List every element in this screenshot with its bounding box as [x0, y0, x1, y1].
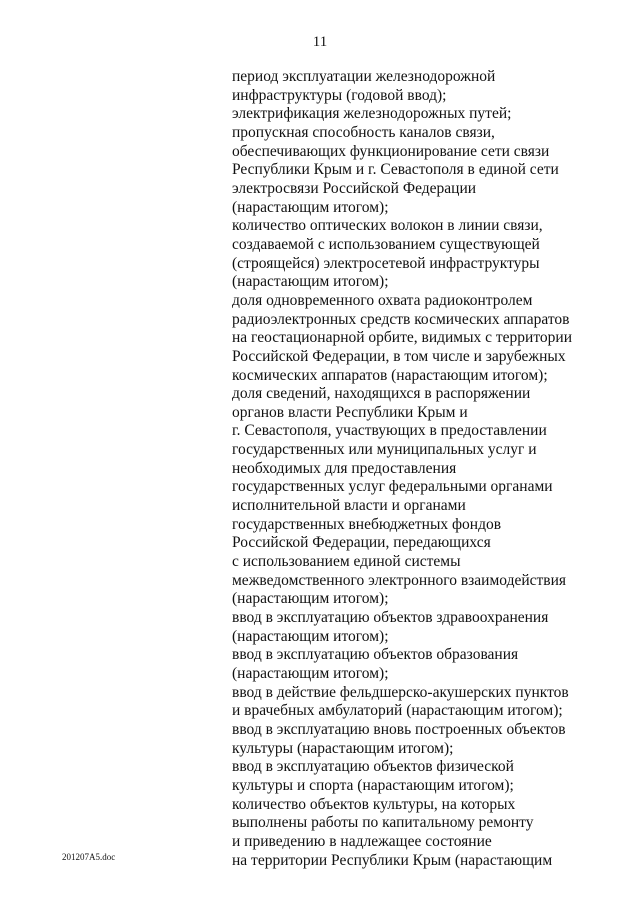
text-line: г. Севастополя, участвующих в предоставлении [232, 422, 547, 440]
text-line: государственных услуг федеральными органами [232, 478, 553, 496]
text-line: (нарастающим итогом); [232, 198, 389, 216]
text-line: ввод в эксплуатацию объектов физической [232, 758, 514, 776]
text-line: выполнены работы по капитальному ремонту [232, 814, 534, 832]
text-line: органов власти Республики Крым и [232, 403, 468, 421]
text-line: и врачебных амбулаторий (нарастающим итогом); [232, 702, 563, 720]
text-line: (строящейся) электросетевой инфраструктуры [232, 254, 540, 272]
text-line: ввод в эксплуатацию объектов здравоохранения [232, 609, 549, 627]
text-line: Российской Федерации, передающихся [232, 534, 491, 552]
footer-filename: 201207A5.doc [62, 852, 116, 862]
text-line: космических аппаратов (нарастающим итогом); [232, 366, 548, 384]
text-line: обеспечивающих функционирование сети связи [232, 142, 550, 160]
text-line: с использованием единой системы [232, 553, 461, 571]
text-line: на геостационарной орбите, видимых с территории [232, 329, 573, 347]
text-line: Республики Крым и г. Севастополя в единой сети [232, 161, 559, 179]
text-line: (нарастающим итогом); [232, 627, 389, 645]
text-line: количество оптических волокон в линии связи, [232, 217, 543, 235]
text-line: на территории Республики Крым (нарастающим [232, 851, 553, 869]
text-line: межведомственного электронного взаимодействия [232, 571, 567, 589]
text-line: (нарастающим итогом); [232, 665, 389, 682]
text-line: и приведению в надлежащее состояние [232, 832, 492, 850]
text-line: необходимых для предоставления [232, 459, 457, 477]
text-line: электрификация железнодорожных путей; [232, 105, 512, 123]
text-line: ввод в эксплуатацию вновь построенных объектов [232, 720, 566, 738]
text-line: культуры и спорта (нарастающим итогом); [232, 776, 514, 794]
text-line: доля сведений, находящихся в распоряжении [232, 385, 531, 403]
text-line: период эксплуатации железнодорожной [232, 68, 496, 85]
text-line: ввод в действие фельдшерско-акушерских пунктов [232, 683, 569, 701]
text-line: ввод в эксплуатацию объектов образования [232, 646, 519, 664]
text-line: исполнительной власти и органами [232, 497, 466, 515]
text-line: электросвязи Российской Федерации [232, 179, 477, 197]
text-line: пропускная способность каналов связи, [232, 123, 495, 141]
body-text [232, 68, 632, 870]
text-line: государственных или муниципальных услуг и [232, 441, 537, 459]
text-line: количество объектов культуры, на которых [232, 795, 516, 813]
text-line: государственных внебюджетных фондов [232, 515, 502, 533]
text-line: Российской Федерации, в том числе и зарубежных [232, 347, 566, 365]
text-line: культуры (нарастающим итогом); [232, 739, 454, 757]
text-line: (нарастающим итогом); [232, 273, 389, 291]
text-line: доля одновременного охвата радиоконтролем [232, 291, 533, 309]
text-line: инфраструктуры (годовой ввод); [232, 86, 447, 104]
text-line: создаваемой с использованием существующей [232, 235, 540, 253]
text-line: (нарастающим итогом); [232, 590, 389, 608]
page-number: 11 [312, 34, 328, 50]
text-line: радиоэлектронных средств космических аппаратов [232, 310, 570, 328]
